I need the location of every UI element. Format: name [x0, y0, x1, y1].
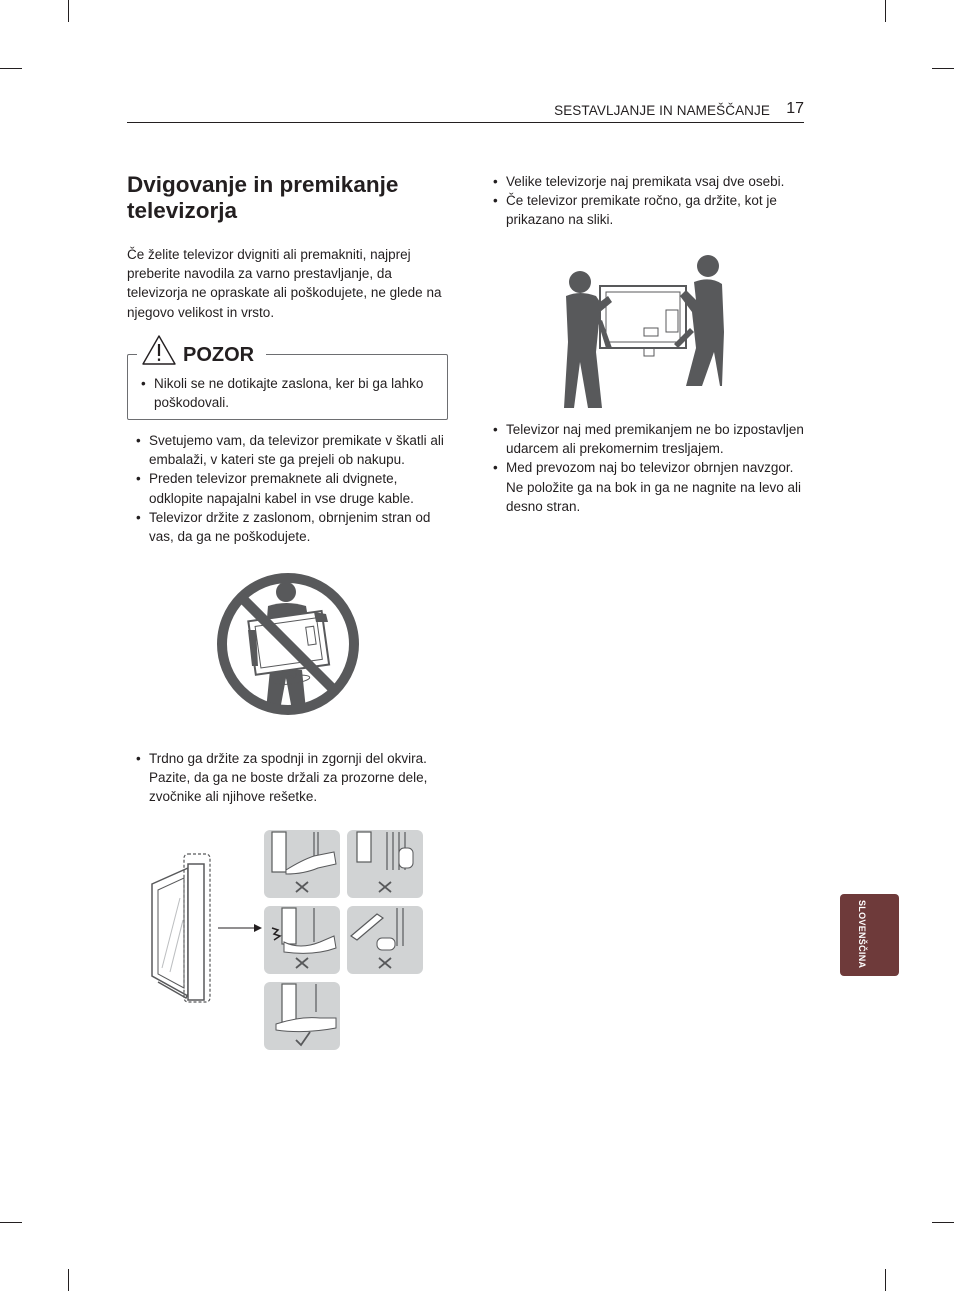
caution-list [141, 374, 431, 412]
list-item: • Televizor držite z zaslonom, obrnjenim stran od vas, da ga ne poškodujete. [136, 508, 450, 546]
grip-positions-illustration [150, 828, 426, 1052]
grip-instruction-list [136, 749, 452, 807]
crop-mark [932, 1222, 954, 1223]
page-title: Dvigovanje in premikanje televizorja [127, 172, 399, 223]
page-number: 17 [786, 100, 804, 117]
handling-tips-list [136, 431, 450, 546]
caution-heading [137, 330, 266, 366]
crop-mark [885, 0, 886, 22]
intro-paragraph: Če želite televizor dvigniti ali premakniti, najprej preberite navodila za varno prestavljanje, da televizorja ne opraskate ali poškodujete, ne glede na njegovo velikost in vrsto. [127, 247, 442, 320]
list-item: • Svetujemo vam, da televizor premikate v škatli ali embalaži, v kateri ste ga prejeli ob nakupu. [136, 431, 450, 469]
list-item: • Trdno ga držite za spodnji in zgornji del okvira. Pazite, da ga ne boste držali za prozorne dele, zvočnike ali njihove rešetke. [136, 749, 452, 807]
list-item: • Če televizor premikate ročno, ga držite, kot je prikazano na sliki. [493, 191, 811, 229]
language-tab-label: SLOVENŠČINA [857, 900, 867, 969]
crop-mark [68, 0, 69, 22]
two-person-carry-illustration [562, 252, 728, 410]
running-header [127, 100, 804, 123]
list-item: • Preden televizor premaknete ali dvignete, odklopite napajalni kabel in vse druge kable. [136, 469, 450, 507]
caution-title: POZOR [183, 344, 255, 366]
list-item: • Med prevozom naj bo televizor obrnjen navzgor. Ne položite ga na bok in ga ne nagnite na levo ali desno stran. [493, 458, 811, 516]
two-person-list [493, 172, 811, 230]
crop-mark [0, 1222, 22, 1223]
crop-mark [0, 68, 22, 69]
language-tab [840, 894, 899, 976]
crop-mark [885, 1269, 886, 1291]
caution-item: • Nikoli se ne dotikajte zaslona, ker bi ga lahko poškodovali. [141, 374, 431, 412]
warning-triangle-icon [141, 334, 177, 366]
transport-tips-list [493, 420, 811, 516]
list-item: • Televizor naj med premikanjem ne bo izpostavljen udarcem ali prekomernim tresljajem. [493, 420, 811, 458]
crop-mark [932, 68, 954, 69]
crop-mark [68, 1269, 69, 1291]
prohibited-carry-illustration [214, 570, 362, 718]
list-item: • Velike televizorje naj premikata vsaj dve osebi. [493, 172, 811, 191]
header-section-title: SESTAVLJANJE IN NAMEŠČANJE [554, 103, 770, 118]
